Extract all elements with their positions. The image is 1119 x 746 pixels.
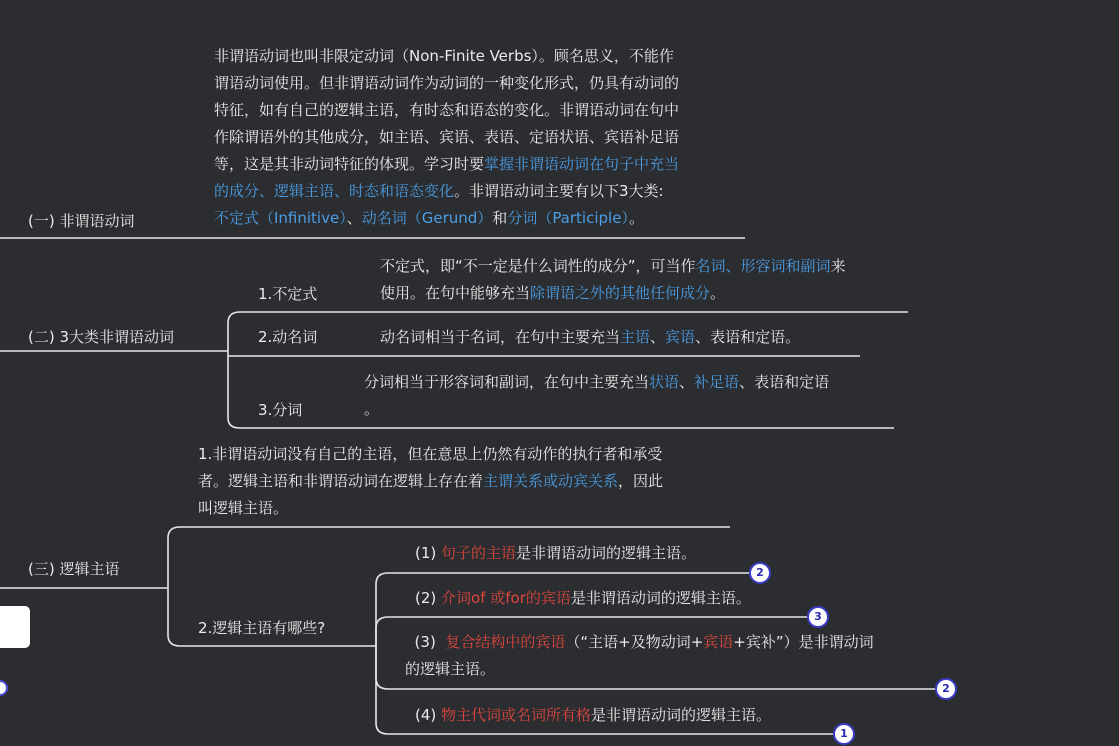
logic-item-2[interactable]: (2) 介词of 或for的宾语是非谓语动词的逻辑主语。 xyxy=(415,589,751,607)
desc-line: 不定式，即“不一定是什么词性的成分”，可当作名词、形容词和副词来 xyxy=(380,257,846,275)
desc-line: 1.非谓语动词没有自己的主语，但在意思上仍然有动作的执行者和承受 xyxy=(198,445,663,463)
topic-3-label[interactable]: (三) 逻辑主语 xyxy=(28,560,120,578)
desc-line: 者。逻辑主语和非谓语动词在逻辑上存在着主谓关系或动宾关系，因此 xyxy=(198,472,664,490)
intro-line: 作除谓语外的其他成分，如主语、宾语、表语、定语状语、宾语补足语 xyxy=(214,128,680,146)
infinitive-description[interactable] xyxy=(380,253,846,307)
offscreen-node-fragment xyxy=(0,606,30,648)
logic-item-1[interactable]: (1) 句子的主语是非谓语动词的逻辑主语。 xyxy=(415,544,697,562)
count-badge[interactable]: 3 xyxy=(807,606,829,628)
logic-item-4[interactable]: (4) 物主代词或名词所有格是非谓语动词的逻辑主语。 xyxy=(415,706,772,724)
desc-line: 使用。在句中能够充当除谓语之外的其他任何成分。 xyxy=(380,284,726,302)
type-participle-label[interactable]: 3.分词 xyxy=(258,401,303,419)
desc-line: 。 xyxy=(364,400,380,418)
count-badge[interactable]: 2 xyxy=(935,678,957,700)
logic-point-2-label[interactable]: 2.逻辑主语有哪些? xyxy=(198,619,326,637)
count-badge[interactable]: 1 xyxy=(833,723,855,745)
type-gerund-label[interactable]: 2.动名词 xyxy=(258,328,318,346)
participle-description[interactable] xyxy=(364,369,829,423)
desc-line: 分词相当于形容词和副词，在句中主要充当状语、补足语、表语和定语 xyxy=(364,373,830,391)
intro-line: 等，这是其非动词特征的体现。学习时要掌握非谓语动词在句子中充当 xyxy=(214,155,680,173)
intro-line: 特征，如有自己的逻辑主语，有时态和语态的变化。非谓语动词在句中 xyxy=(214,101,680,119)
intro-line: 的成分、逻辑主语、时态和语态变化。非谓语动词主要有以下3大类: xyxy=(214,182,664,200)
count-badge[interactable]: 2 xyxy=(749,562,771,584)
intro-line: 非谓语动词也叫非限定动词（Non-Finite Verbs）。顾名思义，不能作 xyxy=(214,47,674,65)
desc-line: (3) 复合结构中的宾语（“主语+及物动词+宾语+宾补”）是非谓动词 xyxy=(414,633,874,651)
desc-line: 的逻辑主语。 xyxy=(405,660,496,678)
logic-point-1[interactable] xyxy=(198,441,663,522)
type-infinitive-label[interactable]: 1.不定式 xyxy=(258,285,318,303)
topic-1-label[interactable]: (一) 非谓语动词 xyxy=(28,212,135,230)
intro-line: 谓语动词使用。但非谓语动词作为动词的一种变化形式，仍具有动词的 xyxy=(214,74,680,92)
topic-2-label[interactable]: (二) 3大类非谓语动词 xyxy=(28,328,175,346)
intro-line: 不定式（Infinitive）、动名词（Gerund）和分词（Participle）。 xyxy=(214,209,644,227)
gerund-description[interactable]: 动名词相当于名词，在句中主要充当主语、宾语、表语和定语。 xyxy=(380,328,801,346)
desc-line: 叫逻辑主语。 xyxy=(198,499,289,517)
logic-item-3[interactable] xyxy=(405,629,874,683)
intro-text[interactable] xyxy=(214,43,679,232)
